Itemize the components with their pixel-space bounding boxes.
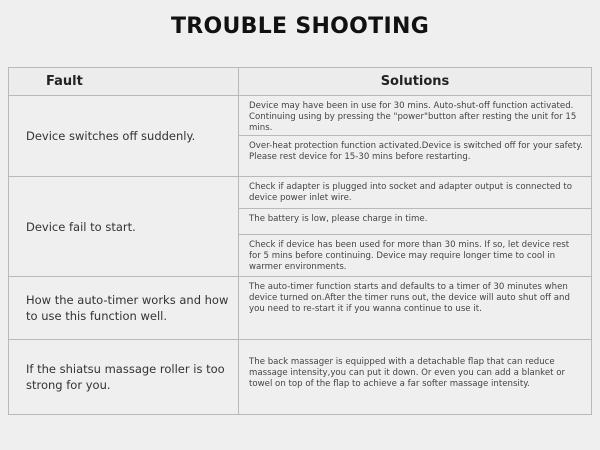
solution-cell: Check if device has been used for more than 30 mins. If so, let device rest for 5 mins before continuing. Device may require longer time to cool in warmer environments.	[239, 235, 592, 277]
solution-cell: The battery is low, please charge in time.	[239, 209, 592, 235]
fault-cell: If the shiatsu massage roller is too strong for you.	[9, 340, 239, 415]
table-header-row	[9, 68, 592, 96]
solution-cell: Device may have been in use for 30 mins. Auto-shut-off function activated. Continuing using by pressing the "power"button after resting the unit for 15 mins.	[239, 96, 592, 136]
solution-cell: The back massager is equipped with a detachable flap that can reduce massage intensity,you can put it down. Or even you can add a blanket or towel on top of the flap to achieve a far softer massage intensity.	[239, 340, 592, 415]
table-row	[9, 340, 592, 415]
solution-cell: The auto-timer function starts and defaults to a timer of 30 minutes when device turned on.After the timer runs out, the device will auto shut off and you need to re-start it if you wanna continue to use it.	[239, 277, 592, 340]
table-row	[9, 96, 592, 136]
solution-cell: Over-heat protection function activated.Device is switched off for your safety. Please rest device for 15-30 mins before restarting.	[239, 136, 592, 177]
fault-column-header: Fault	[9, 68, 239, 96]
table-row	[9, 277, 592, 340]
solution-cell: Check if adapter is plugged into socket and adapter output is connected to device power inlet wire.	[239, 177, 592, 209]
page-title: TROUBLE SHOOTING	[170, 14, 430, 39]
fault-cell: Device fail to start.	[9, 177, 239, 277]
table-row	[9, 177, 592, 209]
fault-cell: Device switches off suddenly.	[9, 96, 239, 177]
fault-cell: How the auto-timer works and how to use this function well.	[9, 277, 239, 340]
troubleshooting-table	[8, 67, 592, 415]
solutions-column-header: Solutions	[239, 68, 592, 96]
